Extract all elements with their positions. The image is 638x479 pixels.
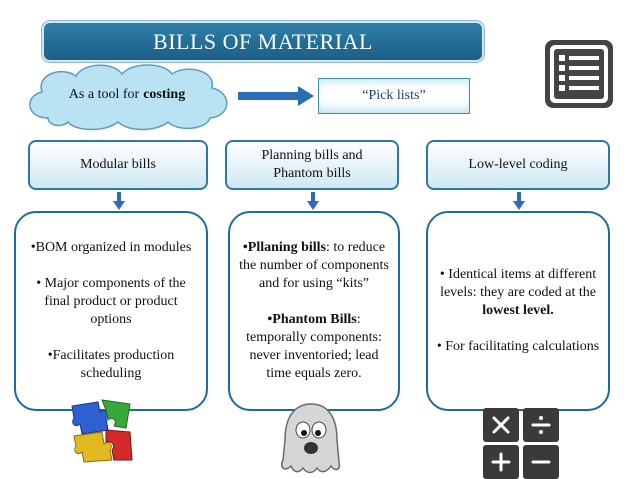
- planning-header-line2: Phantom bills: [273, 166, 351, 181]
- pllaning-bills-term: •Pllaning bills: [242, 240, 326, 255]
- modular-point-2: • Major components of the final product or product options: [36, 276, 186, 327]
- cloud-bold: costing: [143, 87, 186, 102]
- lowest-level-term: lowest level.: [482, 303, 554, 318]
- modular-bills-box: [14, 211, 208, 411]
- planning-point-1-text: : to reduce the number of components and for using “kits”: [239, 240, 389, 291]
- coding-point-2: • For facilitating calculations: [436, 339, 600, 354]
- pick-lists-box: “Pick lists”: [318, 78, 470, 114]
- cloud-prefix: As a tool for: [68, 87, 140, 102]
- planning-bills-box: [228, 211, 400, 411]
- down-arrow-icon: [513, 192, 525, 210]
- page-title: BILLS OF MATERIAL: [42, 21, 484, 62]
- down-arrow-icon: [307, 192, 319, 210]
- planning-point-2-text: : temporally components: never inventoried; lead time equals zero.: [246, 312, 382, 381]
- coding-point-1: [434, 266, 602, 320]
- right-arrow-icon: [236, 85, 316, 107]
- puzzle-icon: [68, 398, 136, 464]
- planning-header-line1: Planning bills and: [261, 148, 363, 163]
- calculator-icon: [483, 408, 559, 479]
- planning-point-2: [236, 311, 392, 383]
- down-arrow-icon: [113, 192, 125, 210]
- modular-point-3: •Facilitates production scheduling: [47, 348, 175, 381]
- cloud-label: [52, 80, 202, 110]
- planning-point-1: [236, 239, 392, 293]
- list-document-icon: [543, 38, 615, 110]
- planning-bills-header: [225, 140, 399, 190]
- low-level-coding-header: Low-level coding: [426, 140, 610, 190]
- modular-point-1: •BOM organized in modules: [30, 240, 192, 255]
- coding-point-1-text: • Identical items at different levels: they are coded at the: [439, 267, 597, 300]
- ghost-icon: [275, 400, 347, 476]
- low-level-coding-box: [426, 211, 610, 411]
- modular-bills-header: Modular bills: [28, 140, 208, 190]
- phantom-bills-term: •Phantom Bills: [267, 312, 357, 327]
